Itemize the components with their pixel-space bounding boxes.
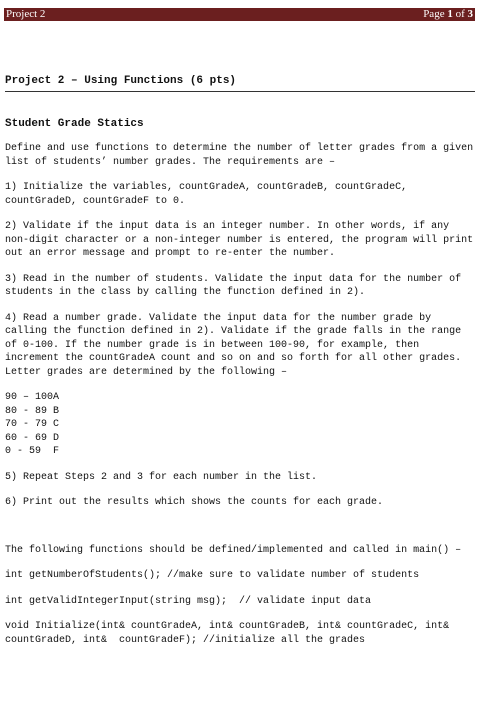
step-1: 1) Initialize the variables, countGradeA, countGradeB, countGradeC, countGradeD, countGradeF to 0. [5, 182, 414, 207]
grade-row [5, 418, 475, 432]
step-4: 4) Read a number grade. Validate the input data for the number grade by calling the function defined in 2). Validate if the grade falls in the range of 0-100. If the number grade is in between 100-90, for example, then increment the countGradeA count and so on and so forth for all other grades. Letter grades are determined by the following – [5, 312, 468, 378]
page-header-bar [4, 8, 475, 21]
grade-range: 70 - 79 [5, 419, 48, 430]
page-of: of [452, 8, 468, 20]
grade-letter: F [53, 446, 60, 457]
grade-letter: D [53, 432, 60, 444]
functions-intro: The following functions should be defined/implemented and called in main() – [5, 544, 462, 556]
grade-row [5, 445, 475, 459]
page-indicator [423, 8, 473, 21]
grade-letter: C [53, 419, 60, 430]
grade-table [5, 391, 475, 459]
step-3: 3) Read in the number of students. Validate the input data for the number of students in the class by calling the function defined in 2). [5, 273, 468, 298]
function-initialize: void Initialize(int& countGradeA, int& countGradeB, int& countGradeC, int& countGradeD, int& countGradeF); //initialize all the grades [5, 621, 456, 646]
document-title: Project 2 – Using Functions (6 pts) [5, 75, 475, 92]
function-get-number-of-students: int getNumberOfStudents(); //make sure to validate number of students [5, 570, 420, 581]
grade-row [5, 405, 475, 419]
grade-row [5, 432, 475, 446]
step-2: 2) Validate if the input data is an integer number. In other words, if any non-digit character or a non-integer number is entered, the program will print out an error message and prompt to re-enter the number. [5, 221, 480, 259]
grade-range: 80 - 89 [5, 405, 48, 417]
step-5: 5) Repeat Steps 2 and 3 for each number in the list. [5, 471, 318, 483]
grade-row [5, 391, 475, 405]
page-prefix: Page [423, 8, 448, 20]
section-title: Student Grade Statics [5, 118, 144, 130]
document-body [5, 75, 480, 659]
grade-range: 0 - 59 [5, 446, 42, 457]
grade-range: 90 – 100 [5, 392, 54, 403]
spacer [5, 522, 475, 544]
grade-letter: B [53, 405, 60, 417]
function-get-valid-integer-input: int getValidIntegerInput(string msg); // validate input data [5, 595, 372, 607]
grade-range: 60 - 69 [5, 432, 48, 444]
step-6: 6) Print out the results which shows the counts for each grade. [5, 497, 384, 508]
header-project-label: Project 2 [6, 8, 46, 20]
page-total: 3 [467, 8, 473, 20]
intro-paragraph: Define and use functions to determine the number of letter grades from a given list of students’ number grades. The requirements are – [5, 143, 480, 168]
grade-letter: A [53, 392, 60, 403]
page-number: 1 [447, 8, 453, 20]
